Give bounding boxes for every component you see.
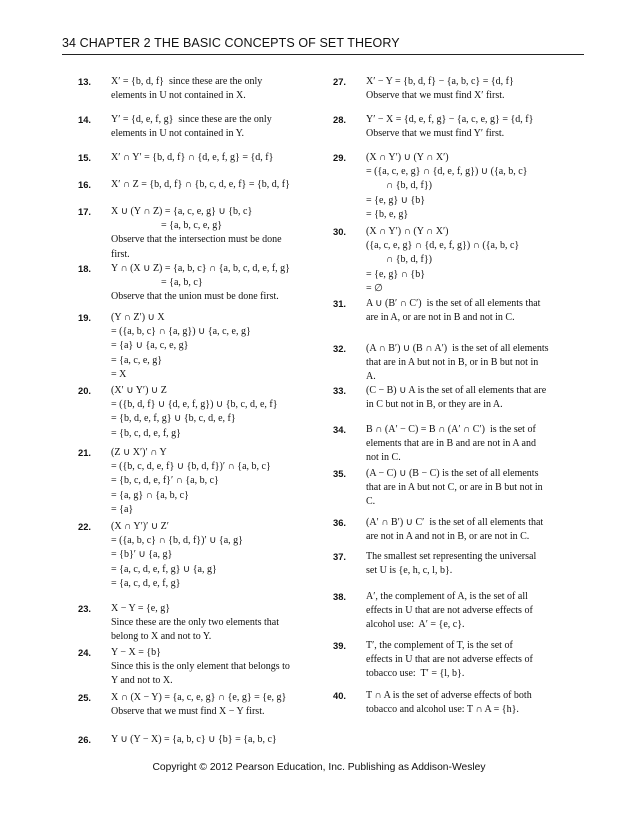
exercise-text [111, 733, 277, 747]
exercise-number: 28. [333, 114, 347, 125]
text-line: = {a, b, c, e, g} [111, 220, 223, 232]
text-line: Y ∪ (Y − X) = {a, b, c} ∪ {b} = {a, b, c} [111, 734, 277, 745]
text-line: ({a, c, e, g} ∩ {d, e, f, g}) ∩ ({a, b, c} [366, 240, 520, 252]
exercise-number: 22. [78, 521, 92, 532]
text-line: The smallest set representing the universal [366, 551, 537, 562]
text-line: = ({a, c, e, g} ∩ {d, e, f, g}) ∪ ({a, b, c} [366, 166, 528, 178]
text-line: Observe that the intersection must be done [111, 234, 282, 246]
text-line: set U is {e, h, c, l, b}. [366, 565, 453, 577]
exercise-number: 18. [78, 263, 92, 274]
text-line: effects in U that are not adverse effects of [366, 605, 533, 617]
text-line: ∩ {b, d, f}) [366, 180, 432, 192]
text-line: = {a} [111, 503, 134, 515]
exercise-text [111, 691, 286, 719]
text-line: Y ∩ (X ∪ Z) = {a, b, c} ∩ {a, b, c, d, e, f, g} [111, 263, 290, 274]
text-line: = {a, g} ∩ {a, b, c} [111, 489, 189, 501]
text-line: = {b, c, d, e, f, g} [111, 427, 181, 439]
text-line: = ({b, c, d, e, f} ∪ {b, d, f})′ ∩ {a, b, c} [111, 461, 271, 473]
text-line: = X [111, 368, 127, 380]
text-line: (X′ ∪ Y′) ∪ Z [111, 385, 167, 396]
exercise-number: 24. [78, 647, 92, 658]
exercise-number: 27. [333, 76, 347, 87]
text-line: = ({b, d, f} ∪ {d, e, f, g}) ∪ {b, c, d, e, f} [111, 399, 278, 411]
text-line: = ({a, b, c} ∩ {b, d, f})′ ∪ {a, g} [111, 535, 243, 547]
text-line: T′, the complement of T, is the set of [366, 640, 513, 651]
text-line: Observe that the union must be done first. [111, 291, 279, 303]
exercise-text [366, 516, 543, 544]
text-line: (X ∩ Y′) ∩ (Y ∩ X′) [366, 226, 449, 237]
text-line: = {b, e, g} [366, 208, 409, 220]
text-line: = {b, d, e, f, g} ∪ {b, c, d, e, f} [111, 413, 236, 425]
exercise-number: 15. [78, 152, 92, 163]
text-line: X′ ∩ Z = {b, d, f} ∩ {b, c, d, e, f} = {b, d, f} [111, 179, 290, 190]
text-line: X′ − Y = {b, d, f} − {a, b, c} = {d, f} [366, 76, 514, 87]
text-line: Observe that we must find Y′ first. [366, 128, 505, 140]
exercise-number: 19. [78, 312, 92, 323]
text-line: = ∅ [366, 282, 383, 294]
exercise-number: 25. [78, 692, 92, 703]
exercise-text [366, 151, 527, 222]
text-line: A ∪ (B′ ∩ C′) is the set of all elements that [366, 298, 541, 309]
exercise-number: 20. [78, 385, 92, 396]
text-line: (A − C) ∪ (B − C) is the set of all elements [366, 468, 539, 479]
text-line: Since this is the only element that belongs to [111, 661, 290, 673]
exercise-number: 39. [333, 640, 347, 651]
exercise-text [366, 113, 533, 141]
text-line: = {e, g} ∩ {b} [366, 268, 425, 280]
text-line: T ∩ A is the set of adverse effects of both [366, 690, 532, 701]
text-line: = {a, c, d, e, f, g} ∪ {a, g} [111, 563, 217, 575]
text-line: (Z ∪ X′)′ ∩ Y [111, 447, 167, 458]
text-line: Y′ − X = {d, e, f, g} − {a, c, e, g} = {d, f} [366, 114, 534, 125]
text-line: Y and not to X. [111, 675, 173, 687]
exercise-text [366, 550, 536, 578]
exercise-text [366, 384, 546, 412]
exercise-text [111, 75, 262, 103]
text-line: = {a, b, c} [111, 277, 203, 289]
text-line: that are in A but not C, or are in B but not in [366, 482, 543, 494]
exercise-text [366, 225, 519, 296]
exercise-text [111, 520, 243, 591]
exercise-text [111, 646, 290, 689]
text-line: in C but not in B, or they are in A. [366, 399, 503, 411]
header-rule [62, 54, 584, 55]
text-line: X′ ∩ Y′ = {b, d, f} ∩ {d, e, f, g} = {d, f} [111, 152, 274, 163]
copyright-footer: Copyright © 2012 Pearson Education, Inc. Publishing as Addison-Wesley [152, 762, 486, 773]
exercise-number: 36. [333, 517, 347, 528]
text-line: first. [111, 248, 130, 260]
exercise-text [111, 178, 290, 192]
text-line: Y′ = {d, e, f, g} since these are the only [111, 114, 272, 125]
exercise-text [111, 384, 278, 441]
exercise-text [111, 151, 273, 165]
text-line: (Y ∩ Z′) ∪ X [111, 312, 165, 323]
text-line: belong to X and not to Y. [111, 631, 212, 643]
text-line: elements in U not contained in Y. [111, 128, 245, 140]
text-line: (C − B) ∪ A is the set of all elements that are [366, 385, 547, 396]
text-line: X − Y = {e, g} [111, 603, 171, 614]
text-line: that are in A but not in B, or in B but not in [366, 357, 539, 369]
exercise-text [366, 689, 532, 717]
exercise-number: 26. [78, 734, 92, 745]
text-line: elements that are in B and are not in A and [366, 438, 536, 450]
text-line: (A ∩ B′) ∪ (B ∩ A′) is the set of all elements [366, 343, 549, 354]
exercise-number: 16. [78, 179, 92, 190]
exercise-number: 13. [78, 76, 92, 87]
text-line: alcohol use: A′ = {e, c}. [366, 619, 465, 631]
exercise-text [366, 590, 533, 633]
text-line: tobacco and alcohol use: T ∩ A = {h}. [366, 704, 519, 716]
text-line: (A′ ∩ B′) ∪ C′ is the set of all elements that [366, 517, 544, 528]
text-line: Observe that we must find X − Y first. [111, 706, 265, 718]
exercise-text [366, 467, 543, 510]
exercise-text [366, 342, 549, 385]
text-line: C. [366, 496, 376, 508]
text-line: A′, the complement of A, is the set of all [366, 591, 528, 602]
exercise-text [366, 423, 536, 466]
exercise-text [111, 602, 279, 645]
text-line: effects in U that are not adverse effects of [366, 654, 533, 666]
text-line: = {e, g} ∪ {b} [366, 194, 426, 206]
text-line: = ({a, b, c} ∩ {a, g}) ∪ {a, c, e, g} [111, 326, 251, 338]
exercise-number: 37. [333, 551, 347, 562]
text-line: X ∩ (X − Y) = {a, c, e, g} ∩ {e, g} = {e, g} [111, 692, 287, 703]
text-line: are in A, or are not in B and not in C. [366, 312, 515, 324]
text-line: (X ∩ Y′)′ ∪ Z′ [111, 521, 169, 532]
exercise-text [366, 639, 533, 682]
exercise-number: 40. [333, 690, 347, 701]
exercise-number: 31. [333, 298, 347, 309]
text-line: Y − X = {b} [111, 647, 161, 658]
exercise-text [111, 205, 282, 262]
exercise-number: 29. [333, 152, 347, 163]
exercise-number: 34. [333, 424, 347, 435]
exercise-number: 35. [333, 468, 347, 479]
exercise-text [111, 113, 272, 141]
text-line: B ∩ (A′ − C) = B ∩ (A′ ∩ C′) is the set of [366, 424, 536, 435]
exercise-text [366, 297, 540, 325]
text-line: Since these are the only two elements that [111, 617, 280, 629]
text-line: = {a, c, e, g} [111, 354, 163, 366]
text-line: elements in U not contained in X. [111, 90, 246, 102]
exercise-number: 30. [333, 226, 347, 237]
text-line: X ∪ (Y ∩ Z) = {a, c, e, g} ∪ {b, c} [111, 206, 253, 217]
text-line: Observe that we must find X′ first. [366, 90, 505, 102]
exercise-number: 23. [78, 603, 92, 614]
exercise-number: 14. [78, 114, 92, 125]
text-line: X′ = {b, d, f} since these are the only [111, 76, 263, 87]
text-line: not in C. [366, 452, 401, 464]
text-line: = {b}′ ∪ {a, g} [111, 549, 173, 561]
exercise-text [111, 262, 290, 305]
text-line: = {a, c, d, e, f, g} [111, 577, 181, 589]
text-line: = {a} ∪ {a, c, e, g} [111, 340, 189, 352]
exercise-number: 33. [333, 385, 347, 396]
text-line: (X ∩ Y′) ∪ (Y ∩ X′) [366, 152, 449, 163]
exercise-text [111, 311, 251, 382]
exercise-number: 38. [333, 591, 347, 602]
exercise-text [366, 75, 514, 103]
text-line: A. [366, 371, 376, 383]
text-line: ∩ {b, d, f}) [366, 254, 432, 266]
text-line: = {b, c, d, e, f}′ ∩ {a, b, c} [111, 475, 219, 487]
exercise-text [111, 446, 271, 517]
exercise-number: 32. [333, 343, 347, 354]
exercise-number: 17. [78, 206, 92, 217]
text-line: tobacco use: T′ = {l, b}. [366, 668, 465, 680]
page-header: 34 CHAPTER 2 THE BASIC CONCEPTS OF SET THEORY [62, 36, 400, 50]
exercise-number: 21. [78, 447, 92, 458]
text-line: are not in A and not in B, or are not in C. [366, 531, 530, 543]
